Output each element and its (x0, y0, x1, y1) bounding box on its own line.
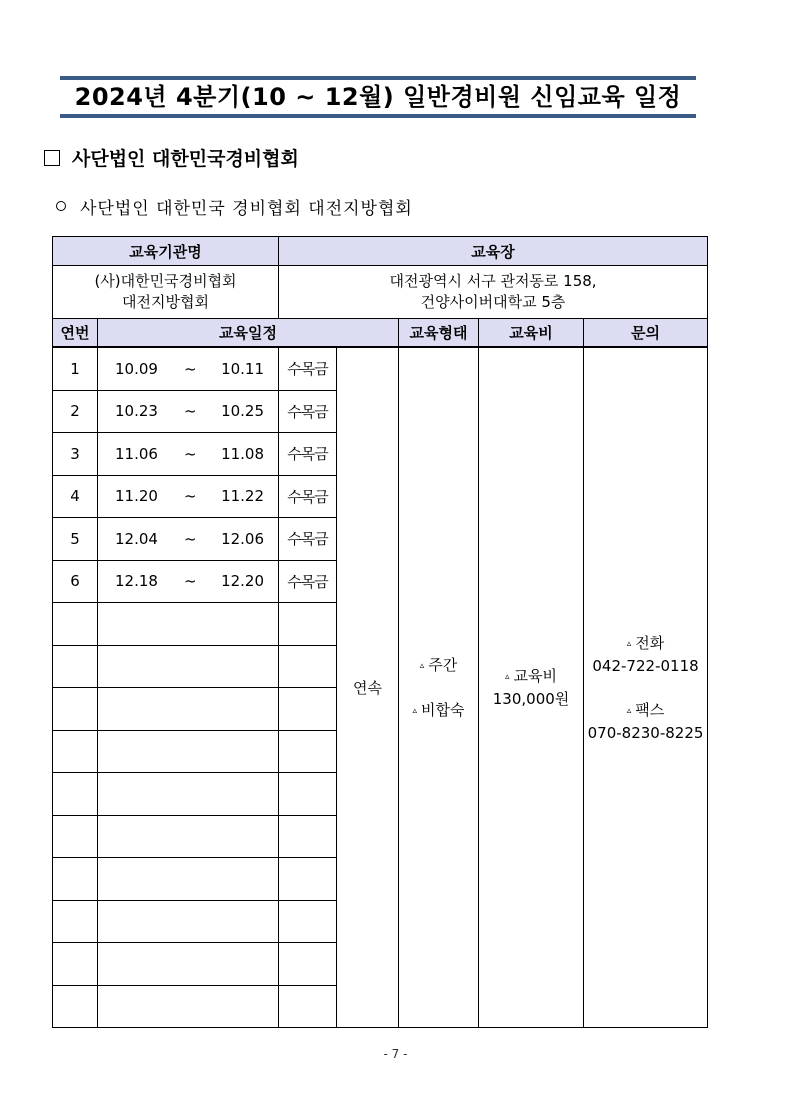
type-cell (399, 347, 479, 1028)
date-end: 12.20 (221, 572, 265, 591)
title-bottom-rule (60, 114, 696, 118)
title-box (60, 76, 696, 118)
row-number-cell: 3 (53, 433, 98, 476)
header-venue: 교육장 (279, 237, 708, 266)
org-name-line2: 대전지방협회 (122, 293, 209, 311)
weekdays-cell: 수목금 (279, 390, 337, 433)
fee-label: 교육비 (513, 667, 558, 685)
date-range-cell (98, 475, 279, 518)
triangle-bullet-icon: ▵ (505, 672, 510, 682)
date-start: 10.09 (115, 359, 158, 378)
date-range-cell (98, 347, 279, 390)
fee-amount: 130,000원 (492, 690, 570, 708)
date-range-cell (98, 730, 279, 773)
date-end: 11.22 (221, 487, 265, 506)
row-number-cell: 6 (53, 560, 98, 603)
row-number-cell: 5 (53, 518, 98, 561)
org-name-line1: (사)대한민국경비협회 (94, 272, 237, 290)
info-row (53, 266, 708, 319)
date-tilde: ~ (184, 359, 197, 378)
row-number-cell (53, 730, 98, 773)
weekdays-cell: 수목금 (279, 475, 337, 518)
row-number-cell (53, 603, 98, 646)
contact-cell (584, 347, 708, 1028)
continuity-text: 연속 (353, 678, 382, 697)
row-number-cell (53, 900, 98, 943)
row-number-cell: 4 (53, 475, 98, 518)
weekdays-cell (279, 943, 337, 986)
triangle-bullet-icon: ▵ (419, 660, 425, 671)
weekdays-cell (279, 815, 337, 858)
date-range-cell (98, 390, 279, 433)
date-range-cell (98, 688, 279, 731)
date-range-cell (98, 645, 279, 688)
row-number-cell (53, 773, 98, 816)
schedule-table (52, 236, 708, 1028)
fax-number: 070-8230-8225 (587, 723, 704, 742)
date-range-cell (98, 815, 279, 858)
date-start: 12.18 (115, 572, 158, 591)
weekdays-cell (279, 645, 337, 688)
venue-line2: 건양사이버대학교 5층 (420, 293, 566, 311)
date-tilde: ~ (184, 572, 197, 591)
date-start: 11.20 (115, 487, 158, 506)
date-tilde: ~ (184, 444, 197, 463)
weekdays-cell: 수목금 (279, 433, 337, 476)
header-schedule: 교육일정 (98, 319, 399, 348)
row-number-cell (53, 688, 98, 731)
header-type: 교육형태 (399, 319, 479, 348)
circle-bullet-icon (56, 201, 66, 211)
row-number-cell (53, 985, 98, 1028)
date-tilde: ~ (184, 487, 197, 506)
triangle-bullet-icon: ▵ (412, 705, 418, 716)
row-number-cell (53, 815, 98, 858)
row-number-cell (53, 645, 98, 688)
row-number-cell (53, 858, 98, 901)
weekdays-cell (279, 900, 337, 943)
section-heading (44, 144, 299, 171)
date-start: 10.23 (115, 402, 158, 421)
weekdays-cell (279, 603, 337, 646)
date-end: 10.25 (221, 402, 265, 421)
org-name-cell (53, 266, 279, 319)
date-range-cell (98, 943, 279, 986)
date-tilde: ~ (184, 402, 197, 421)
phone-number: 042-722-0118 (592, 656, 699, 675)
type-line1: 주간 (428, 655, 458, 674)
type-line2: 비합숙 (421, 700, 465, 719)
fee-cell (479, 347, 584, 1028)
row-number-cell: 1 (53, 347, 98, 390)
weekdays-cell (279, 985, 337, 1028)
header-fee: 교육비 (479, 319, 584, 348)
page-number: - 7 - (383, 1047, 408, 1061)
sub-heading-text: 사단법인 대한민국 경비협회 대전지방협회 (80, 199, 413, 219)
page-title: 2024년 4분기(10 ~ 12월) 일반경비원 신임교육 일정 (74, 83, 682, 111)
weekdays-cell (279, 730, 337, 773)
date-range-cell (98, 985, 279, 1028)
date-start: 11.06 (115, 444, 158, 463)
header-row-1 (53, 237, 708, 266)
header-contact: 문의 (584, 319, 708, 348)
phone-label: 전화 (635, 633, 665, 652)
weekdays-cell: 수목금 (279, 560, 337, 603)
section-heading-text: 사단법인 대한민국경비협회 (72, 148, 299, 170)
weekdays-cell (279, 773, 337, 816)
checkbox-square-icon (44, 150, 60, 166)
date-range-cell (98, 518, 279, 561)
date-end: 10.11 (221, 359, 265, 378)
weekdays-cell: 수목금 (279, 347, 337, 390)
weekdays-cell (279, 688, 337, 731)
fax-label: 팩스 (635, 700, 665, 719)
triangle-bullet-icon: ▵ (626, 638, 632, 649)
triangle-bullet-icon: ▵ (626, 705, 632, 716)
date-range-cell (98, 433, 279, 476)
weekdays-cell (279, 858, 337, 901)
row-number-cell: 2 (53, 390, 98, 433)
row-number-cell (53, 943, 98, 986)
date-range-cell (98, 858, 279, 901)
date-range-cell (98, 773, 279, 816)
date-range-cell (98, 900, 279, 943)
date-tilde: ~ (184, 529, 197, 548)
table-row (53, 347, 708, 390)
date-start: 12.04 (115, 529, 158, 548)
date-end: 12.06 (221, 529, 265, 548)
sub-heading (56, 194, 413, 219)
continuity-cell (337, 347, 399, 1028)
venue-line1: 대전광역시 서구 관저동로 158, (389, 272, 597, 290)
header-org: 교육기관명 (53, 237, 279, 266)
weekdays-cell: 수목금 (279, 518, 337, 561)
venue-cell (279, 266, 708, 319)
header-no: 연번 (53, 319, 98, 348)
date-range-cell (98, 603, 279, 646)
date-end: 11.08 (221, 444, 265, 463)
header-row-2 (53, 319, 708, 348)
date-range-cell (98, 560, 279, 603)
